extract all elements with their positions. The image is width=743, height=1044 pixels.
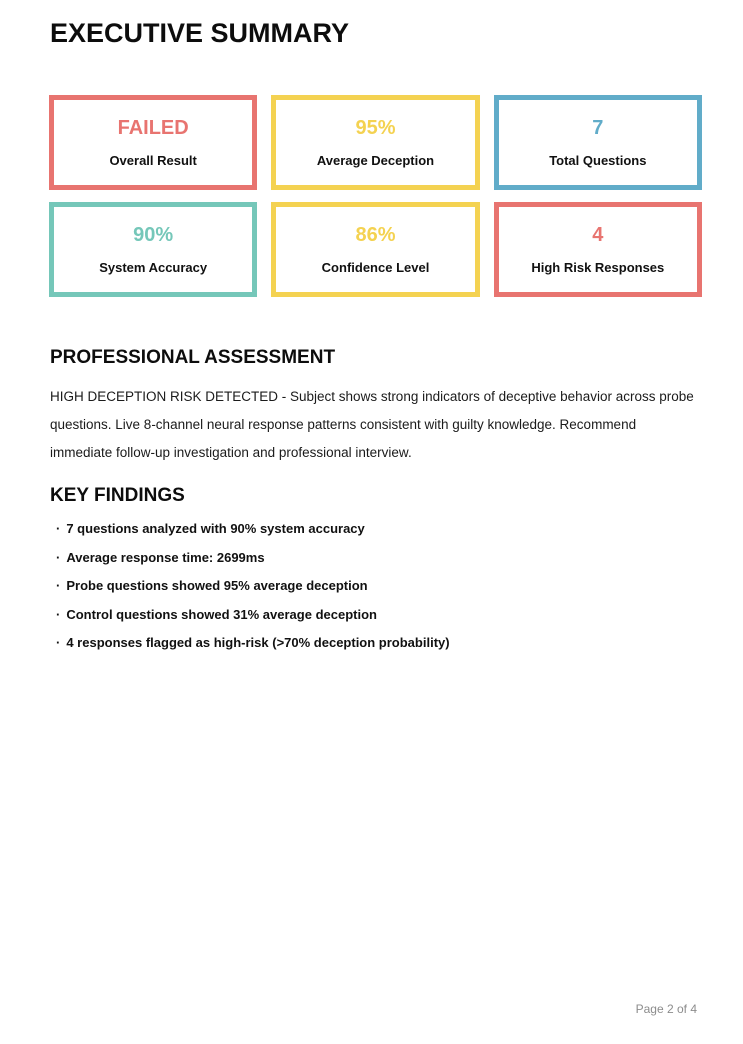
metric-value: FAILED [117,117,189,139]
metric-value: 4 [592,224,604,246]
metric-label: Confidence Level [321,260,430,275]
metric-card-system-accuracy [49,202,257,297]
page-title: EXECUTIVE SUMMARY [50,18,350,48]
metric-value: 90% [133,224,174,246]
metric-card-high-risk-responses [494,202,702,297]
finding-text: Probe questions showed 95% average deception [66,578,368,593]
metric-label: System Accuracy [99,260,208,275]
metric-value: 7 [592,117,604,139]
bullet-dot: · [56,578,61,593]
finding-item [56,636,693,650]
key-findings-list [56,522,693,650]
page-number: Page 2 of 4 [635,1002,697,1016]
finding-item [56,551,693,565]
finding-text: Control questions showed 31% average deception [66,606,377,622]
finding-item [56,579,693,593]
finding-item [56,608,693,622]
metric-card-average-deception [271,95,479,190]
metric-label: Overall Result [109,153,197,168]
assessment-heading: PROFESSIONAL ASSESSMENT [50,347,336,368]
metric-card-total-questions [494,95,702,190]
finding-text: 7 questions analyzed with 90% system accuracy [66,521,365,536]
bullet-dot: · [56,606,61,622]
bullet-dot: · [56,521,61,536]
summary-cards [49,95,702,297]
bullet-dot: · [56,635,61,650]
finding-item [56,522,693,536]
metric-value: 95% [355,117,396,139]
finding-text: Average response time: 2699ms [66,549,265,565]
metric-card-overall-result [49,95,257,190]
metric-card-confidence-level [271,202,479,297]
metric-label: Average Deception [316,153,435,168]
metric-value: 86% [355,224,396,246]
metric-label: Total Questions [549,153,647,168]
assessment-body-text: HIGH DECEPTION RISK DETECTED - Subject shows strong indicators of deceptive behavior across probe questions. Live 8-channel neural response patterns consistent with guilty knowledge. Recommend immediate follow-up investigation and professional interview. [50,389,694,460]
key-findings-heading: KEY FINDINGS [50,485,185,506]
bullet-dot: · [56,549,61,565]
metric-label: High Risk Responses [531,260,665,275]
finding-text: 4 responses flagged as high-risk (>70% deception probability) [66,635,450,650]
